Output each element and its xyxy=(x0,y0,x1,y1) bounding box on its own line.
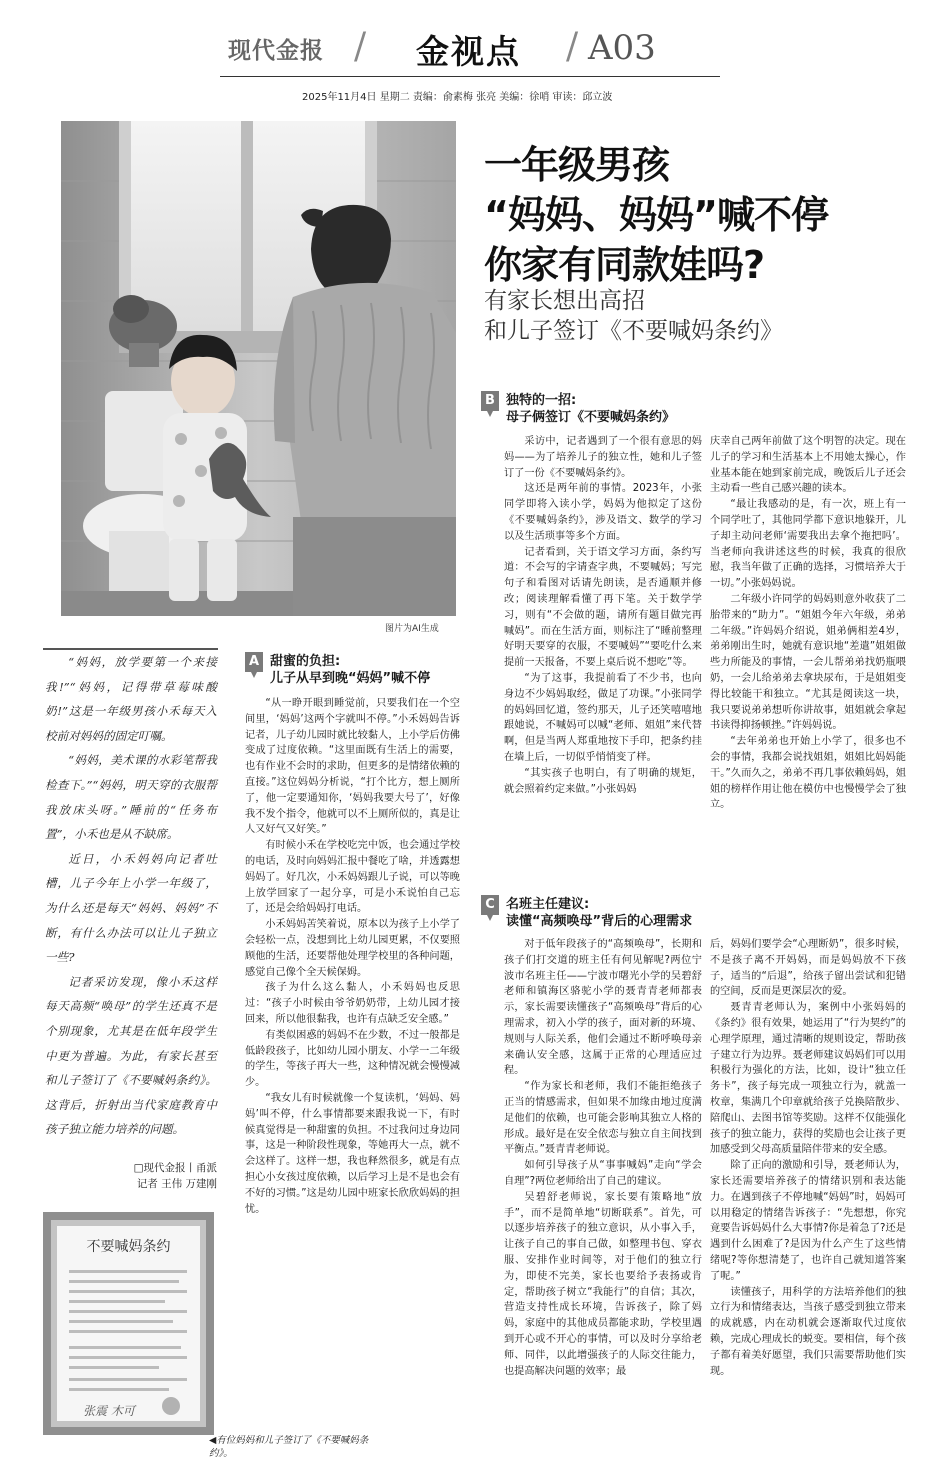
section-c-title: 名班主任建议: xyxy=(506,897,590,912)
section-a-paragraph: 有类似困惑的妈妈不在少数，不过一般都是低龄段孩子，比如幼儿园小朋友、小学一二年级的学生，等孩子再大一些，这种情况就会慢慢减少。 xyxy=(245,1029,460,1089)
section-a-paragraph: 有时候小禾在学校吃完中饭，也会通过学校的电话，及时向妈妈汇报中餐吃了啥，并透露想妈妈了。好几次，小禾妈妈跟儿子说，可以等晚上放学回家了一起分享，可是小禾说怕自己忘了，还是会给妈妈打电话。 xyxy=(245,840,460,915)
section-b-body-right xyxy=(710,434,906,813)
section-c-body-right xyxy=(710,937,906,1379)
section-a-paragraph: “从一睁开眼到睡觉前，只要我们在一个空间里，‘妈妈’这两个字就叫不停。”小禾妈妈告诉记者，儿子幼儿园时就比较黏人，上小学后仿佛变成了过度依赖。“这里面既有生活上的需要，也有作业不会时的求助，但更多的是情绪依赖的直接。”这位妈妈分析说，“打个比方，想上厕所了，他一定要通知你，‘妈妈我要大号了’，好像我不发个指令，他就可以不上厕所似的，真是让人又好气又好笑。” xyxy=(245,698,460,836)
section-b-paragraph: “为了这事，我提前看了不少书，也向身边不少妈妈取经，做足了功课。”小张同学的妈妈回忆道，签约那天，儿子还笑嘻嘻地跟她说，不喊妈可以喊“老师、姐姐”来代替啊，但是当两人郑重地按下手印，把条约挂在墙上后，一切似乎悄悄变了样。 xyxy=(504,672,702,763)
section-b-paragraph: 二年级小许同学的妈妈则意外收获了二胎带来的“助力”。“姐姐今年六年级，弟弟二年级。”许妈妈介绍说，姐弟俩相差4岁，弟弟刚出生时，她就有意识地“差遣”姐姐做些力所能及的事情，一会儿帮弟弟找奶瓶喂奶，一会儿给弟弟去拿块尿布，于是姐姐变得比较能干和独立。“尤其是阅读这一块，我只要说弟弟想听你讲故事，姐姐就会拿起书读得抑扬顿挫。”许妈妈说。 xyxy=(710,593,906,732)
headline xyxy=(484,140,924,290)
section-c-badge: C xyxy=(481,895,499,915)
section-c-paragraph: 吴碧舒老师说，家长要有策略地“放手”，而不是简单地“切断联系”。首先，可以逐步培养孩子的独立意识，从小事入手，让孩子自己的事自己做，如整理书包、穿衣服、安排作业时间等，对于他们的独立行为，即使不完美，家长也要给予表扬或肯定，帮助孩子树立“我能行”的自信；其次，营造支持性成长环境，告诉孩子，除了妈妈，家庭中的其他成员都能求助，学校里遇到开心或不开心的事情，可以及时分享给老师、同伴，以此增强孩子的人际交往能力，也提高解决问题的效率；最 xyxy=(504,1191,702,1377)
photo-credit: 图片为AI生成 xyxy=(385,624,439,634)
section-b-paragraph: 记者看到，关于语文学习方面，条约写道：不会写的字请查字典，不要喊妈；写完句子和看图对话请先朗读，是否通顺并修改；阅读理解看懂了再下笔。关于数学学习，则有“不会做的题，请所有题目做完再喊妈”。而在生活方面，则标注了“睡前整理好明天要穿的衣服，不要喊妈”“要吃什么来提前一天报备，不要上桌后说不想吃”等。 xyxy=(504,546,702,669)
masthead-slash: / xyxy=(566,26,579,67)
section-a-paragraph: “我女儿有时候就像一个复读机，‘妈妈、妈妈’叫不停，什么事情都要来跟我说一下，有时候真觉得是一种甜蜜的负担。不过我问过身边同事，这是一种阶段性现象，等她再大一点，就不会这样了。这样一想，我也释然很多，就是有点担心小女孩过度依赖，以后学习上是不是也会有不好的习惯。”这是幼儿园中班家长欣欣妈妈的担忧。 xyxy=(245,1092,460,1215)
page-number: A03 xyxy=(588,28,656,68)
section-b-paragraph: 庆幸自己两年前做了这个明智的决定。现在儿子的学习和生活基本上不用她太操心，作业基本能在她到家前完成，晚饭后儿子还会主动看一些自己感兴趣的读本。 xyxy=(710,436,906,495)
section-b-paragraph: “最让我感动的是，有一次，班上有一个同学吐了，其他同学都下意识地躲开，儿子却主动问老师‘需要我出去拿个拖把吗’。当老师向我讲述这些的时候，我真的很欣慰，我当年做了正确的选择，习惯培养大于一切。”小张妈妈说。 xyxy=(710,499,906,590)
lead-paragraph: “妈妈，美术课的水彩笔帮我检查下。”“妈妈，明天穿的衣服帮我放床头呀。”睡前的“任务布置”，小禾也是从不缺席。 xyxy=(45,753,217,842)
newspaper-name: 现代金报 xyxy=(228,37,324,64)
headline-line: 你家有同款娃吗? xyxy=(484,243,765,287)
section-b-paragraph: 这还是两年前的事情。2023年，小张同学即将入读小学，妈妈为他拟定了这份《不要喊妈条约》，涉及语文、数学的学习以及生活琐事等多个方面。 xyxy=(504,483,702,542)
section-c-subtitle: 读懂“高频唤母”背后的心理需求 xyxy=(506,914,693,929)
hero-photo xyxy=(61,121,456,616)
section-b-heading xyxy=(481,389,741,425)
subheadline xyxy=(484,286,924,346)
byline-source: □现代金报丨甬派 xyxy=(133,1162,217,1174)
section-a-body xyxy=(245,696,460,1217)
byline xyxy=(45,1160,217,1192)
section-a-title: 甜蜜的负担: xyxy=(270,654,341,669)
hero-illustration xyxy=(61,121,456,616)
byline-reporters: 记者 王伟 万建刚 xyxy=(136,1178,217,1190)
section-name: 金视点 xyxy=(416,32,521,71)
headline-line: 一年级男孩 xyxy=(484,143,670,187)
subheadline-line: 有家长想出高招 xyxy=(484,288,645,314)
masthead-rule xyxy=(220,76,720,77)
section-c-paragraph: 聂青青老师认为，案例中小张妈妈的《条约》很有效果，她运用了“行为契约”的心理学原理，通过清晰的规则设定，帮助孩子建立行为边界。聂老师建议妈妈们可以用积极行为强化的方法，比如，设计“独立任务卡”，孩子每完成一项独立行为，就盖一枚章，集满几个印章就给孩子兑换陪散步、陪爬山、去图书馆等奖励。这样不仅能强化孩子的独立能力，获得的奖励也会让孩子更加感受到父母高质量陪伴带来的安全感。 xyxy=(710,1002,906,1156)
section-c-paragraph: “作为家长和老师，我们不能拒绝孩子正当的情感需求，但如果不加缘由地过度满足他们的依赖，也可能会影响其独立人格的形成。最好是在安全依恋与独立自主间找到平衡点。”聂青青老师说。 xyxy=(504,1081,702,1156)
contract-signature: 张震 木可 xyxy=(83,1404,135,1418)
subheadline-line: 和儿子签订《不要喊妈条约》 xyxy=(484,318,783,344)
section-a-paragraph: 小禾妈妈苦笑着说，原本以为孩子上小学了会轻松一点，没想到比上幼儿园更累，不仅要照顾他的生活，还要帮他处理学校里的各种问题，感觉自己像个全天候保姆。 xyxy=(245,919,460,978)
section-a-heading xyxy=(245,650,475,686)
section-b-paragraph: 采访中，记者遇到了一个很有意思的妈妈——为了培养儿子的独立性，她和儿子签订了一份《不要喊妈条约》。 xyxy=(504,436,702,479)
headline-line: “妈妈、妈妈”喊不停 xyxy=(484,193,828,237)
lead-paragraph: “妈妈，放学要第一个来接我!”“妈妈，记得带草莓味酸奶!”这是一年级男孩小禾每天入校前对妈妈的固定叮嘱。 xyxy=(45,655,217,743)
section-c-paragraph: 如何引导孩子从“事事喊妈”走向“学会自理”?两位老师给出了自己的建议。 xyxy=(504,1160,702,1187)
section-a-badge: A xyxy=(245,652,263,672)
section-b-paragraph: “去年弟弟也开始上小学了，很多也不会的事情，我都会说找姐姐，姐姐比妈妈能干。”久而久之，弟弟不再几事依赖妈妈，姐姐的榜样作用让他在模仿中也慢慢学会了独立。 xyxy=(710,736,906,811)
masthead xyxy=(220,26,720,78)
section-a-paragraph: 孩子为什么这么黏人，小禾妈妈也反思过：“孩子小时候由爷爷奶奶带，上幼儿园才接回来，所以他很黏我，也许有点缺乏安全感。” xyxy=(245,982,460,1025)
section-c-body-left xyxy=(504,937,702,1379)
section-a-subtitle: 儿子从早到晚“妈妈”喊不停 xyxy=(270,671,431,686)
contract-caption: ◀有位妈妈和儿子签订了《不要喊妈条约》。 xyxy=(209,1435,369,1459)
masthead-slash: / xyxy=(354,26,367,67)
section-c-paragraph: 读懂孩子，用科学的方法培养他们的独立行为和情绪表达，当孩子感受到独立带来的成就感，内在动机就会逐渐取代过度依赖，完成心理成长的蜕变。要相信，每个孩子都有着美好愿望，我们只需要帮助他们实现。 xyxy=(710,1286,906,1377)
dateline: 2025年11月4日 星期二 责编：俞素梅 张亮 美编：徐哨 审读：邱立波 xyxy=(302,92,613,103)
section-c-paragraph: 除了正向的激励和引导，聂老师认为，家长还需要培养孩子的情绪识别和表达能力。在遇到孩子不停地喊“妈妈”时，妈妈可以用稳定的情绪告诉孩子：“先想想，你究竟要告诉妈妈什么大事情?你是着急了?还是遇到什么困难了?是因为什么产生了这些情绪呢?等你想清楚了，也许自己就知道答案了呢。” xyxy=(710,1160,906,1282)
section-c-heading xyxy=(481,893,781,929)
section-b-subtitle: 母子俩签订《不要喊妈条约》 xyxy=(506,410,676,425)
lead-paragraph: 近日，小禾妈妈向记者吐槽，儿子今年上小学一年级了，为什么还是每天“妈妈、妈妈”不断，有什么办法可以让儿子独立一些? xyxy=(45,851,217,965)
section-c-paragraph: 对于低年段孩子的“高频唤母”，长期和孩子们打交道的班主任有何见解呢?两位宁波市名班主任——宁波市曙光小学的吴碧舒老师和镇海区骆驼小学的聂青青老师都表示，家长需要读懂孩子“高频唤母”背后的心理需求，初入小学的孩子，面对新的环境、规则与人际关系，他们会通过不断呼唤母亲来确认安全感，这属于正常的心理适应过程。 xyxy=(504,939,702,1077)
contract-title: 不要喊妈条约 xyxy=(86,1239,171,1255)
section-b-body-left xyxy=(504,434,702,797)
lead-paragraph: 记者采访发现，像小禾这样每天高频“唤母”的学生还真不是个别现象，尤其是在低年段学生中更为普遍。为此，有家长甚至和儿子签订了《不要喊妈条约》。这背后，折射出当代家庭教育中孩子独立能力培养的问题。 xyxy=(45,974,217,1137)
section-b-paragraph: “其实孩子也明白，有了明确的规矩，就会照着约定来做。”小张妈妈 xyxy=(504,767,702,795)
contract-photo xyxy=(43,1212,214,1435)
section-b-title: 独特的一招: xyxy=(506,393,577,408)
lead-column xyxy=(45,650,217,1142)
section-b-badge: B xyxy=(481,391,499,411)
section-c-paragraph: 后，妈妈们要学会“心理断奶”，很多时候，不是孩子离不开妈妈，而是妈妈放不下孩子，适当的“后退”，给孩子留出尝试和犯错的空间，反而是更深层次的爱。 xyxy=(710,939,906,998)
